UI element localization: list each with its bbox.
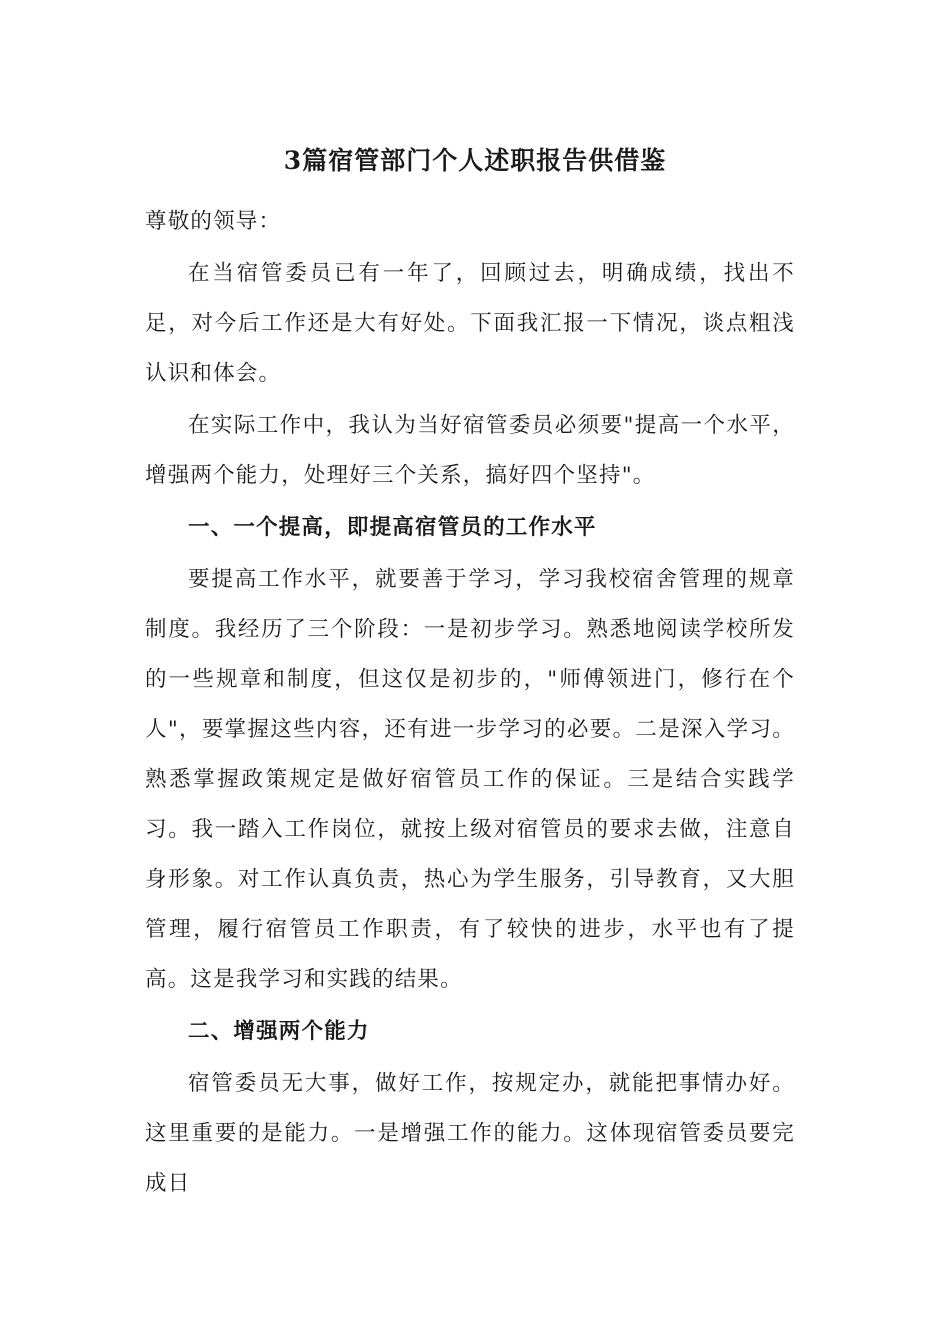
- salutation: 尊敬的领导：: [145, 209, 282, 234]
- paragraph-intro: 在当宿管委员已有一年了，回顾过去，明确成绩，找出不足，对今后工作还是大有好处。下面我汇报一下情况，谈点粗浅认识和体会。: [145, 261, 795, 386]
- section-paragraph-1: 要提高工作水平，就要善于学习，学习我校宿舍管理的规章制度。我经历了三个阶段：一是初步学习。熟悉地阅读学校所发的一些规章和制度，但这仅是初步的，"师傅领进门，修行在个人"，要掌握这些内容，还有进一步学习的必要。二是深入学习。熟悉掌握政策规定是做好宿管员工作的保证。三是结合实践学习。我一踏入工作岗位，就按上级对宿管员的要求去做，注意自身形象。对工作认真负责，热心为学生服务，引导教育，又大胆管理，履行宿管员工作职责，有了较快的进步，水平也有了提高。这是我学习和实践的结果。: [145, 567, 795, 992]
- document-title: 3篇宿管部门个人述职报告供借鉴: [283, 146, 667, 175]
- document-body: [145, 197, 795, 1211]
- section-heading-1: 一、一个提高，即提高宿管员的工作水平: [188, 515, 597, 540]
- section-heading-2: 二、增强两个能力: [188, 1019, 370, 1044]
- section-paragraph-2: 宿管委员无大事，做好工作，按规定办，就能把事情办好。这里重要的是能力。一是增强工作的能力。这体现宿管委员要完成日: [145, 1071, 795, 1196]
- paragraph-summary: 在实际工作中，我认为当好宿管委员必须要"提高一个水平，增强两个能力，处理好三个关系，搞好四个坚持"。: [145, 413, 795, 488]
